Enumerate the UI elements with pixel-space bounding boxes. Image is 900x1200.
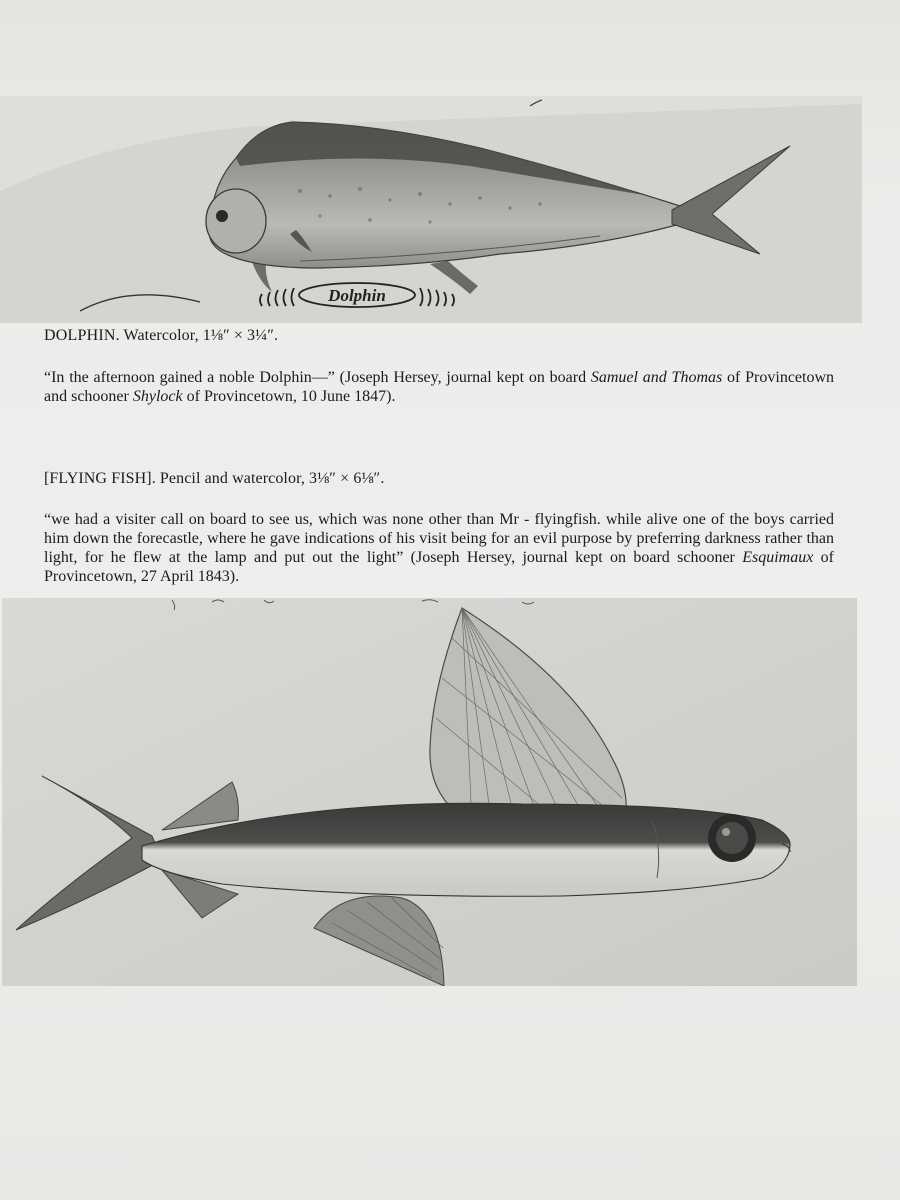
dolphin-illustration bbox=[0, 96, 862, 323]
dolphin-plate bbox=[0, 96, 862, 323]
dolphin-quote-ship-2: Shylock bbox=[132, 388, 183, 405]
dolphin-caption-title bbox=[44, 326, 278, 346]
flying-fish-plate bbox=[2, 598, 857, 986]
flying-fish-quote-part: “we had a visiter call on board to see us, which was none other than Mr - flyingfish. while alive one of the boys carried him down the forecastle, where he gave indications of his visit being for an evil purpose by preferring darkness rather than light, for he flew at the lamp and put out the light” (Joseph Hersey, journal kept on board schooner bbox=[44, 511, 834, 566]
dolphin-quote-part: of Provincetown, 10 June 1847). bbox=[182, 388, 396, 405]
flying-fish-illustration bbox=[2, 598, 857, 986]
dolphin-head bbox=[206, 189, 266, 253]
flying-fish-quote-ship: Esquimaux bbox=[742, 549, 814, 566]
flying-fish-caption-title bbox=[44, 469, 384, 489]
flying-fish-quote bbox=[44, 510, 834, 586]
flying-fish-quote-part: of Provincetown, 27 April 1843). bbox=[44, 549, 835, 585]
dolphin-quote-part: of Provincetown and schooner bbox=[44, 369, 835, 405]
dolphin-title-details: . Watercolor, 1⅛″ × 3¼″. bbox=[115, 327, 279, 344]
dolphin-quote-ship-1: Samuel and Thomas bbox=[590, 369, 723, 386]
dolphin-quote bbox=[44, 368, 834, 406]
dolphin-quote-part: “In the afternoon gained a noble Dolphin—” (Joseph Hersey, journal kept on board bbox=[44, 369, 591, 386]
dolphin-title-caps: DOLPHIN bbox=[44, 327, 116, 344]
flying-fish-title-details: . Pencil and watercolor, 3⅛″ × 6⅛″. bbox=[151, 470, 385, 487]
flying-fish-title-caps: [FLYING FISH] bbox=[44, 470, 152, 487]
dolphin-handwritten-label: Dolphin bbox=[328, 286, 386, 305]
dolphin-eye bbox=[216, 210, 228, 222]
